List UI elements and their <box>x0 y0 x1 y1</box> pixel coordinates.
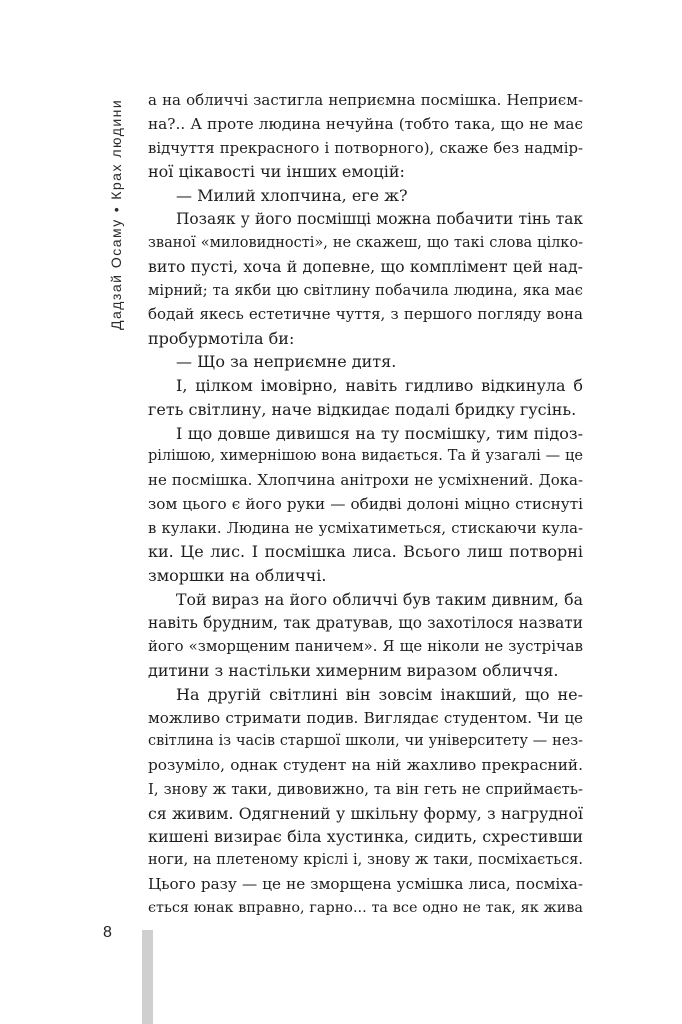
text-line: Цього разу — це не зморщена усмішка лиса, посміха- <box>148 874 583 893</box>
text-line: Позаяк у його посмішці можна побачити тінь так <box>176 209 583 228</box>
text-line: світлина із часів старшої школи, чи університету — нез- <box>148 733 583 750</box>
text-line: розуміло, однак студент на ній жахливо прекрасний. <box>148 756 583 774</box>
text-line: кишені визирає біла хустинка, сидить, схрестивши <box>148 827 583 847</box>
text-line: можливо стримати подив. Виглядає студентом. Чи це <box>148 708 583 727</box>
text-line: його «зморщеним паничем». Я ще ніколи не зустрічав <box>148 637 583 656</box>
text-line: На другій світлині він зовсім інакший, що не- <box>176 684 583 704</box>
page-number: 8 <box>103 924 112 941</box>
text-line: а на обличчі застигла неприємна посмішка. Неприєм- <box>148 91 583 109</box>
body-text <box>148 89 583 920</box>
text-line: І що довше дивишся на ту посмішку, тим підоз- <box>176 423 583 443</box>
text-line: званої «миловидності», не скажеш, що такі слова цілко- <box>148 234 583 251</box>
running-head-author: Дадзай Осаму <box>108 218 124 330</box>
text-line: геть світлину, наче відкидає подалі бридку гусінь. <box>148 399 577 419</box>
text-line: І, знову ж таки, дивовижно, та він геть не сприймаєть- <box>148 779 583 798</box>
text-line: відчуття прекрасного і потворного), скаже без надмір- <box>148 138 583 157</box>
text-line: навіть брудним, так дратував, що захотілося назвати <box>148 613 583 632</box>
text-line: дитини з настільки химерним виразом обличчя. <box>148 661 559 680</box>
text-line: рілішою, химернішою вона видається. Та й узагалі — це <box>148 448 583 465</box>
text-line: Той вираз на його обличчі був таким дивним, ба <box>176 589 583 609</box>
text-line: в кулаки. Людина не усміхатиметься, стискаючи кула- <box>148 519 583 537</box>
running-head-separator: • <box>108 205 124 213</box>
text-line: ки. Це лис. І посмішка лиса. Всього лиш потворні <box>148 542 583 562</box>
text-line: зморшки на обличчі. <box>148 566 327 585</box>
text-line: — Милий хлопчина, еге ж? <box>176 186 408 205</box>
text-line: зом цього є його руки — обидві долоні міцно стиснуті <box>148 494 583 513</box>
page-edge-bar <box>142 930 153 1024</box>
running-head <box>108 99 124 330</box>
text-line: ється юнак вправно, гарно... та все одно не так, як жива <box>148 899 583 916</box>
text-line: вито пусті, хоча й допевне, що комплімент цей над- <box>148 257 583 277</box>
text-line: ся живим. Одягнений у шкільну форму, з нагрудної <box>148 803 583 823</box>
text-line: пробурмотіла би: <box>148 328 295 348</box>
text-line: бодай якесь естетичне чуття, з першого погляду вона <box>148 304 583 323</box>
running-head-title: Крах людини <box>108 98 124 200</box>
text-line: ноги, на плетеному кріслі і, знову ж таки, посміхається. <box>148 852 583 868</box>
text-line: — Що за неприємне дитя. <box>176 352 397 372</box>
text-line: мірний; та якби цю світлину побачила людина, яка має <box>148 282 583 299</box>
text-line: на?.. А проте людина нечуйна (тобто така, що не має <box>148 114 583 133</box>
text-line: ної цікавості чи інших емоцій: <box>148 162 405 182</box>
text-line: не посмішка. Хлопчина анітрохи не усміхнений. Дока- <box>148 471 583 489</box>
text-line: І, цілком імовірно, навіть гидливо відкинула б <box>176 376 583 395</box>
